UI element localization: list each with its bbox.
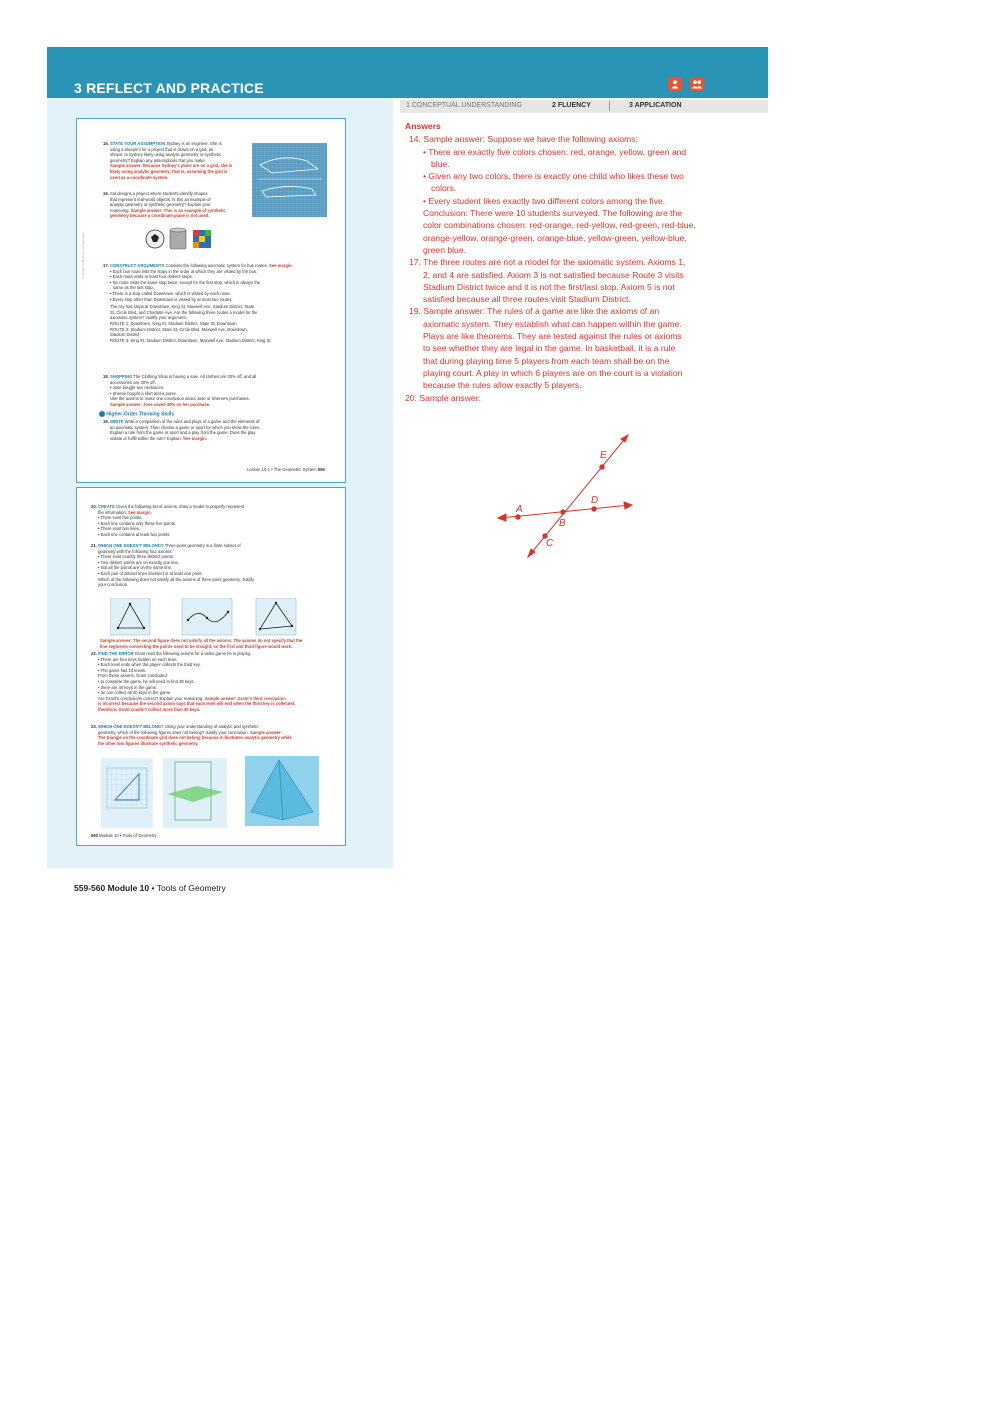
answer-14-bullet-3: • Every student likes exactly two different colors among the five. xyxy=(423,195,666,206)
label-a: A xyxy=(516,504,523,515)
label-b: B xyxy=(559,518,566,529)
footer-separator: • xyxy=(151,883,155,893)
footer-title: Tools of Geometry xyxy=(156,883,226,893)
question-16: 16. Sol designs a project where students identify shapes that represent real-world objects. Is this an example of analytic geometry or synthetic geometry? Explain your reasoning. Sample answer: This is an example of synthetic geometry because a coordinate plane is not used. xyxy=(103,191,226,219)
page2-footer: 560 Module 10 • Tools of Geometry xyxy=(91,833,157,838)
point-b xyxy=(561,510,565,514)
answers-heading: Answers xyxy=(405,121,441,131)
point-a xyxy=(516,515,520,519)
point-d xyxy=(592,507,596,511)
answer-20: 20. Sample answer: xyxy=(405,392,481,403)
answer-19-line-5: that during playing time 5 players from each team shall be on the xyxy=(423,355,670,366)
footer-pages: 559-560 xyxy=(74,883,106,893)
answer-14-bullet-2-cont: colors. xyxy=(431,183,457,194)
point-e xyxy=(600,465,604,469)
answer-19-line-2: axiomatic system. They establish what can happen within the game. xyxy=(423,318,682,329)
label-c: C xyxy=(546,538,554,549)
answer-19-line-1: 19. Sample answer: The rules of a game are like the axioms of an xyxy=(409,306,660,317)
answer-14-bullet-2: • Given any two colors, there is exactly one child who likes these two xyxy=(423,171,684,182)
levels-bar xyxy=(400,100,768,113)
answer-19-line-4: to see whether they are legal in the game. In basketball, it is a rule xyxy=(423,343,676,354)
question-23: 23. WHICH ONE DOESN'T BELONG? Using your understanding of analytic and synthetic geometry, which of the following figures does not belong? Justify your conclusion. Sample answer: The triangle on the coordinate grid does not belong because it illustrates analytic geometry while the other two figures illustrate synthetic geometry. xyxy=(91,724,292,746)
answer-17-line-3: Stadium District twice and it is not the first/last stop. Axiom 5 is not xyxy=(423,281,675,292)
student-page-560 xyxy=(76,487,346,846)
question-15: 15. STATE YOUR ASSUMPTION Sydney is an engineer. She is using a blueprint for a project that is drawn on a grid, as shown. Is Sydney likely using analytic geometry or synthetic geometry? Explain any assumptions that you make. Sample answer: Because Sydney's plans are on a grid, she is likely using analytic geometry; that is, assuming the grid is used as a coordinate system. xyxy=(103,141,233,180)
q21-answer: Sample answer: The second figure does not satisfy all the axioms. The axioms do not specify that the line segments connecting the points need to be straight, so the first and third figure would work. xyxy=(100,638,303,649)
blueprint-image xyxy=(252,143,327,217)
question-19: 19. WRITE Write a comparison of the rules and plays of a game and the elements of an axiomatic system. Then choose a game or sport for which you know the rules. Explain a rule from the game or sport and a play from the game. Does the play violate or fulfill within the rule? Explain. See margin. xyxy=(103,419,261,441)
hots-icon xyxy=(99,411,105,417)
geometry-figures xyxy=(101,754,321,837)
answer-14-bullet-1: • There are exactly five colors chosen: red, orange, yellow, green and xyxy=(423,146,687,157)
question-21: 21. WHICH ONE DOESN'T BELONG? Three-point geometry is a finite subset of geometry with the following four axioms: • There exist exactly three distinct points. • Two distinct points are on exactly one line. • Not all the points are on the same line. • Each pair of distinct lines intersect in at least one point. Which of the following does not satisfy all the axioms of three-point geometry. Justify your conclusion. xyxy=(91,543,255,588)
line-ec xyxy=(528,435,628,557)
answer-17-line-2: 2, and 4 are satisfied. Axiom 3 is not satisfied because Route 3 visits xyxy=(423,269,684,280)
side-credit: Copyright © McGraw-Hill Education xyxy=(81,231,85,279)
shape-objects-image xyxy=(145,227,215,256)
level-conceptual: 1 CONCEPTUAL UNDERSTANDING xyxy=(406,102,522,109)
arrow-upper-right xyxy=(621,435,628,442)
answer-14-conclusion-1: Conclusion: There were 10 students surveyed. The following are the xyxy=(423,208,683,219)
three-point-figures xyxy=(110,598,300,641)
section-title: 3 REFLECT AND PRACTICE xyxy=(74,80,264,96)
page1-footer: Lesson 10-1 • The Geometric System 559 xyxy=(247,467,325,472)
answer-19-line-6: playing court. A play in which 6 players are on the court is a violation xyxy=(423,367,683,378)
footer-module: Module 10 xyxy=(107,883,150,893)
answer-14-bullet-1-cont: blue. xyxy=(431,158,450,169)
label-d: D xyxy=(591,495,599,506)
answer-19-line-7: because the rules allow exactly 5 players. xyxy=(423,380,582,391)
question-18: 18. SHOPPING The Clothing Shop is having a sale. All clothes are 20% off, and all accessories are 30% off. • Jose bought two necklaces. • Sheree bought a shirt and a purse. Use the axioms to make one conclusion about Jose or Sheree's purchases. Sample answer: Jose saved 30% on her purchase. xyxy=(103,374,257,407)
answer-14-conclusion-3: orange-yellow, orange-green, orange-blue, yellow-green, yellow-blue, xyxy=(423,232,687,243)
label-e: E xyxy=(600,450,607,461)
answer-17-line-1: 17. The three routes are not a model for the axiomatic system. Axioms 1, xyxy=(409,257,686,268)
answer-17-line-4: satisfied because all three routes visit Stadium District. xyxy=(423,294,631,305)
answers-column xyxy=(405,120,755,404)
arrow-right xyxy=(624,502,632,509)
individual-icon xyxy=(668,77,682,91)
level-application: 3 APPLICATION xyxy=(629,102,682,109)
page-footer xyxy=(74,883,226,893)
question-17: 17. CONSTRUCT ARGUMENTS Consider the following axiomatic system for bus routes. See margin. • Each bus route lists the stops in the order at which they are visited by the bus. • Each route visits at least four distinct stops. • No route visits the same stop twice, except for the first stop, which is always the same as the last stop. • There is a stop called Downtown, which is visited by each route. • Every stop other than Downtown is visited by at most two routes. The city has stops at Downtown, King St, Maxwell Ave, Stadium District, State St, Circle Blvd, and Charlotte Ave. Are the following three routes a model for the axiomatic system? Justify your argument. ROUTE 1: Downtown, King St, Stadium District, State St, Downtown ROUTE 2: Stadium District, State St, Circle Blvd, Maxwell Ave, Downtown, Stadium District ROUTE 3: King St, Stadium District, Downtown, Maxwell Ave, Stadium District, King St xyxy=(103,263,293,343)
answer-14-conclusion-2: color combinations chosen: red-orange, red-yellow, red-green, red-blue, xyxy=(423,220,696,231)
level-fluency: 2 FLUENCY xyxy=(552,102,591,109)
two-lines-diagram xyxy=(490,428,640,568)
answer-14-intro: 14. Sample answer: Suppose we have the following axioms: xyxy=(409,134,638,145)
question-22: 22. FIND THE ERROR Grant read the following axioms for a video game he is playing. • There are four keys hidden on each level. • Each level ends when the player collects the third key. • The game has 10 levels. From these axioms, Grant concluded: • to complete the game, he will need to find 30 keys. • there are 40 keys in the game. • he can collect all 40 keys in the game. Are Grant's conclusions correct? Explain your reasoning. Sample answer: Grant's third conclusion is incorrect because the second axiom says that each level will end when the third key is collected; therefore, Grant couldn't collect more than 30 keys. xyxy=(91,651,296,712)
question-20: 20. CREATE Given the following list of axioms, draw a model to properly represent the information. See margin. • There exist five points. • Each line contains only these five points. • There exist two lines. • Each line contains at least two points. xyxy=(91,504,245,537)
answer-19-line-3: Plays are like theorems. They are tested against the rules or axioms xyxy=(423,331,682,342)
hots-heading: Higher-Order Thinking Skills xyxy=(99,411,174,418)
levels-divider xyxy=(609,101,610,111)
student-page-559 xyxy=(76,118,346,483)
group-icon xyxy=(690,77,704,91)
answer-14-conclusion-4: green blue. xyxy=(423,244,467,255)
arrow-left xyxy=(498,514,506,521)
